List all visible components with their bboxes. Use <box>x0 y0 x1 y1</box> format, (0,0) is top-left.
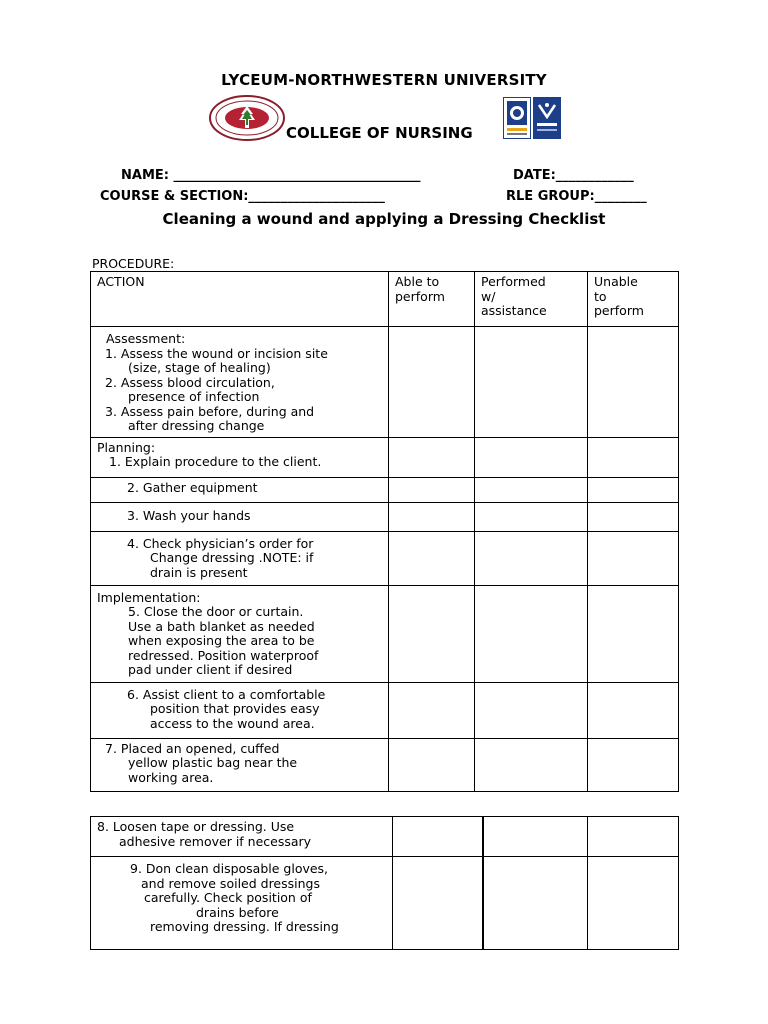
table-row <box>91 437 679 477</box>
check-cell[interactable] <box>475 327 588 438</box>
check-cell[interactable] <box>483 817 588 857</box>
check-cell[interactable] <box>475 531 588 585</box>
check-cell[interactable] <box>389 531 475 585</box>
name-field[interactable]: NAME: ______________________________________ <box>121 168 421 183</box>
table-row <box>91 682 679 738</box>
check-cell[interactable] <box>389 502 475 531</box>
gather-cell: 2. Gather equipment <box>91 477 389 502</box>
procedure-label: PROCEDURE: <box>92 256 175 271</box>
check-cell[interactable] <box>389 682 475 738</box>
table-row <box>91 477 679 502</box>
check-cell[interactable] <box>475 585 588 682</box>
table-row <box>91 531 679 585</box>
planning-cell: Planning: 1. Explain procedure to the client. <box>91 437 389 477</box>
check-cell[interactable] <box>475 437 588 477</box>
table-row <box>91 327 679 438</box>
check-cell[interactable] <box>588 327 679 438</box>
check-cell[interactable] <box>475 477 588 502</box>
checklist-table-1 <box>90 271 679 792</box>
document-title: Cleaning a wound and applying a Dressing Checklist <box>162 210 606 228</box>
wash-cell: 3. Wash your hands <box>91 502 389 531</box>
table-row <box>91 502 679 531</box>
check-cell[interactable] <box>483 857 588 950</box>
header-row <box>91 272 679 327</box>
check-cell[interactable] <box>389 437 475 477</box>
implementation-cell: Implementation: 5. Close the door or curtain. Use a bath blanket as needed when exposing the area to be redressed. Position waterproof pad under client if desired <box>91 585 389 682</box>
check-cell[interactable] <box>475 502 588 531</box>
assist-client-cell: 6. Assist client to a comfortable position that provides easy access to the wound area. <box>91 682 389 738</box>
check-cell[interactable] <box>475 682 588 738</box>
unable-column-header: Unable to perform <box>588 272 679 327</box>
check-cell[interactable] <box>393 817 483 857</box>
check-cell[interactable] <box>588 738 679 791</box>
rle-group-field[interactable]: RLE GROUP:________ <box>506 189 647 204</box>
check-cell[interactable] <box>588 477 679 502</box>
loosen-tape-cell: 8. Loosen tape or dressing. Use adhesive remover if necessary <box>91 817 393 857</box>
check-cell[interactable] <box>389 327 475 438</box>
checklist-table-2 <box>90 816 679 950</box>
plastic-bag-cell: 7. Placed an opened, cuffed yellow plastic bag near the working area. <box>91 738 389 791</box>
check-cell[interactable] <box>588 585 679 682</box>
gloves-cell: 9. Don clean disposable gloves, and remove soiled dressings carefully. Check position of drains before removing dressing. If dressing <box>91 857 393 950</box>
action-column-header: ACTION <box>91 272 389 327</box>
check-order-cell: 4. Check physician’s order for Change dressing .NOTE: if drain is present <box>91 531 389 585</box>
university-seal-icon <box>208 94 286 142</box>
table-row <box>91 585 679 682</box>
check-cell[interactable] <box>475 738 588 791</box>
check-cell[interactable] <box>389 738 475 791</box>
check-cell[interactable] <box>588 817 679 857</box>
check-cell[interactable] <box>389 477 475 502</box>
college-name: COLLEGE OF NURSING <box>286 124 473 142</box>
check-cell[interactable] <box>588 437 679 477</box>
check-cell[interactable] <box>393 857 483 950</box>
iso-certification-icon <box>503 97 561 139</box>
table-row <box>91 738 679 791</box>
assessment-cell: Assessment: 1. Assess the wound or incision site (size, stage of healing) 2. Assess blood circulation, presence of infection 3. Assess pain before, during and after dressing change <box>91 327 389 438</box>
check-cell[interactable] <box>588 531 679 585</box>
check-cell[interactable] <box>588 857 679 950</box>
table-row <box>91 817 679 857</box>
check-cell[interactable] <box>588 682 679 738</box>
date-field[interactable]: DATE:____________ <box>513 168 634 183</box>
university-name: LYCEUM-NORTHWESTERN UNIVERSITY <box>221 71 547 89</box>
able-column-header: Able to perform <box>389 272 475 327</box>
course-section-field[interactable]: COURSE & SECTION:_____________________ <box>100 189 385 204</box>
assistance-column-header: Performed w/ assistance <box>475 272 588 327</box>
check-cell[interactable] <box>588 502 679 531</box>
table-row <box>91 857 679 950</box>
check-cell[interactable] <box>389 585 475 682</box>
